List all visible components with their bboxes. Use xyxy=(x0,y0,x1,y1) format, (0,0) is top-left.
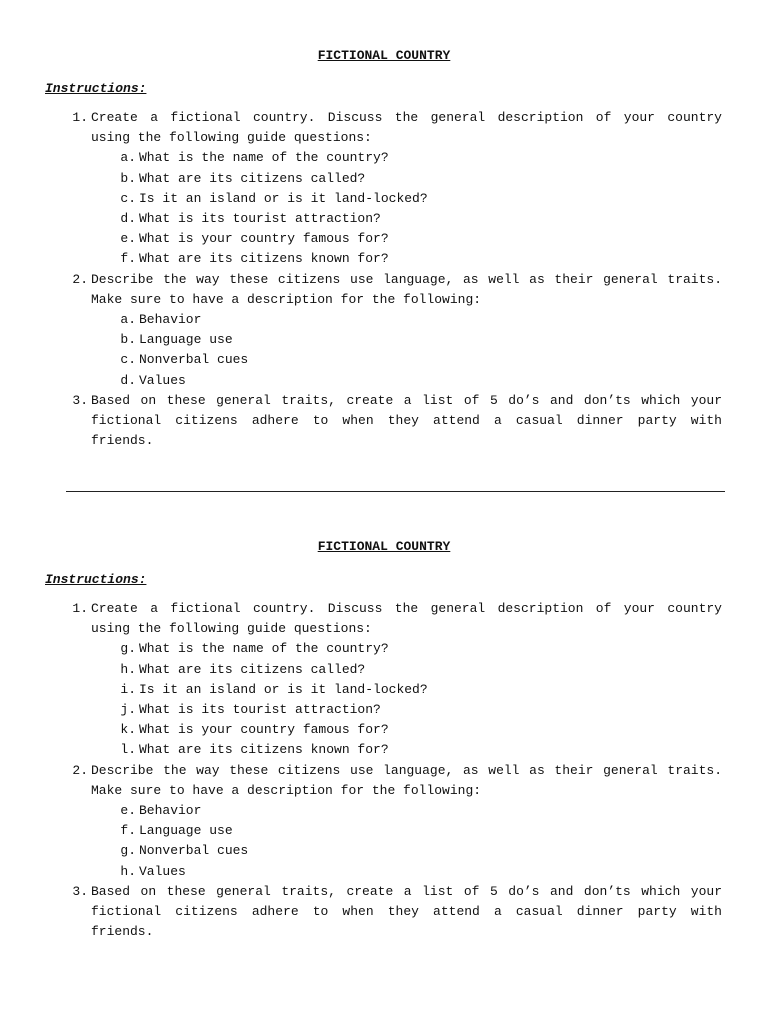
sub-marker: j. xyxy=(120,702,136,718)
instructions-label: Instructions: xyxy=(45,81,147,96)
sub-marker: i. xyxy=(120,681,136,697)
sub-item xyxy=(0,639,768,659)
section-title: FICTIONAL COUNTRY xyxy=(317,48,451,63)
sub-text: Language use xyxy=(139,823,233,839)
sub-text: Is it an island or is it land-locked? xyxy=(139,190,428,206)
sub-item xyxy=(0,700,768,720)
list-item-2 xyxy=(0,761,768,882)
sub-marker: a. xyxy=(120,150,136,166)
sub-text: Nonverbal cues xyxy=(139,843,249,859)
list-item-3 xyxy=(0,391,768,452)
sub-text: Language use xyxy=(139,332,233,348)
sub-text: Values xyxy=(139,863,186,879)
sub-item xyxy=(0,330,768,350)
sub-item xyxy=(0,660,768,680)
sub-item xyxy=(0,371,768,391)
sub-text: What is your country famous for? xyxy=(139,722,389,738)
sub-text: What is the name of the country? xyxy=(139,150,389,166)
sub-marker: b. xyxy=(120,332,136,348)
item-text: Based on these general traits, create a list of 5 do’s and don’ts which your fictional citizens adhere to when they attend a casual dinner party with friends. xyxy=(91,392,722,449)
sub-item xyxy=(0,310,768,330)
sub-item xyxy=(0,862,768,882)
sub-item xyxy=(0,229,768,249)
sub-item xyxy=(0,209,768,229)
item-number: 3. xyxy=(72,883,88,899)
sub-item xyxy=(0,841,768,861)
sub-text: What are its citizens known for? xyxy=(139,742,389,758)
sub-text: Behavior xyxy=(139,803,202,819)
sub-marker: f. xyxy=(120,251,136,267)
sub-text: What are its citizens called? xyxy=(139,661,366,677)
sub-marker: c. xyxy=(120,352,136,368)
item-text: Create a fictional country. Discuss the general description of your country using the following guide questions: xyxy=(91,601,722,637)
instructions-label: Instructions: xyxy=(45,572,147,587)
list-item-1 xyxy=(0,108,768,270)
sub-text: What is your country famous for? xyxy=(139,231,389,247)
item-number: 2. xyxy=(72,762,88,778)
list-item-2 xyxy=(0,270,768,391)
section-title: FICTIONAL COUNTRY xyxy=(317,539,451,554)
sub-text: Values xyxy=(139,372,186,388)
sub-marker: d. xyxy=(120,372,136,388)
sub-item xyxy=(0,821,768,841)
sub-marker: k. xyxy=(120,722,136,738)
sub-marker: b. xyxy=(120,170,136,186)
sub-marker: a. xyxy=(120,312,136,328)
item-number: 3. xyxy=(72,392,88,408)
sub-item xyxy=(0,148,768,168)
sub-marker: c. xyxy=(120,190,136,206)
item-text: Describe the way these citizens use language, as well as their general traits. Make sure to have a description for the following: xyxy=(91,762,722,798)
sub-marker: l. xyxy=(120,742,136,758)
sub-text: What is the name of the country? xyxy=(139,641,389,657)
item-number: 1. xyxy=(72,601,88,616)
item-number: 1. xyxy=(72,110,88,125)
sub-marker: g. xyxy=(120,641,136,657)
list-item-3 xyxy=(0,882,768,943)
sub-item xyxy=(0,350,768,370)
item-number: 2. xyxy=(72,271,88,287)
sub-item xyxy=(0,169,768,189)
instruction-list xyxy=(0,599,768,942)
instruction-list xyxy=(0,108,768,451)
item-text: Based on these general traits, create a list of 5 do’s and don’ts which your fictional citizens adhere to when they attend a casual dinner party with friends. xyxy=(91,883,722,940)
sub-text: Nonverbal cues xyxy=(139,352,249,368)
sub-text: Behavior xyxy=(139,312,202,328)
sub-marker: e. xyxy=(120,231,136,247)
item-text: Describe the way these citizens use language, as well as their general traits. Make sure to have a description for the following: xyxy=(91,271,722,307)
sub-text: What are its citizens called? xyxy=(139,170,366,186)
item-text: Create a fictional country. Discuss the general description of your country using the following guide questions: xyxy=(91,110,722,146)
sub-text: Is it an island or is it land-locked? xyxy=(139,681,428,697)
sub-text: What is its tourist attraction? xyxy=(139,702,381,718)
sub-text: What are its citizens known for? xyxy=(139,251,389,267)
sub-marker: d. xyxy=(120,211,136,227)
sub-item xyxy=(0,189,768,209)
list-item-1 xyxy=(0,599,768,761)
sub-item xyxy=(0,720,768,740)
sub-item xyxy=(0,740,768,760)
sub-text: What is its tourist attraction? xyxy=(139,211,381,227)
sub-marker: h. xyxy=(120,863,136,879)
sub-marker: e. xyxy=(120,803,136,819)
sub-item xyxy=(0,249,768,269)
sub-item xyxy=(0,801,768,821)
sub-marker: h. xyxy=(120,661,136,677)
sub-marker: g. xyxy=(120,843,136,859)
sub-marker: f. xyxy=(120,823,136,839)
section-divider xyxy=(66,491,725,492)
sub-item xyxy=(0,680,768,700)
